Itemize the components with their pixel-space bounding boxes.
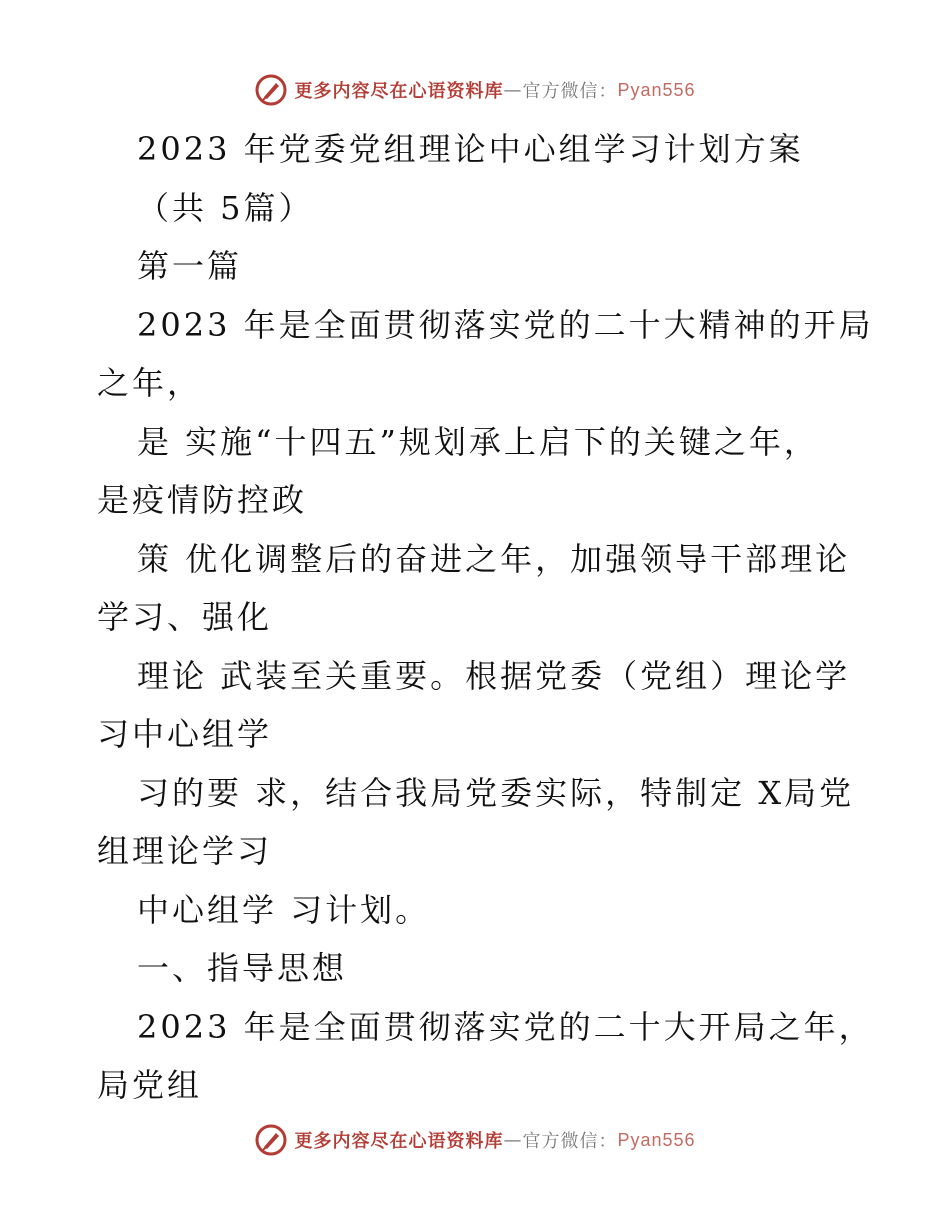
watermark-wechat-id: Pyan556 <box>617 79 696 100</box>
paragraph-line: 是 实施“十四五”规划承上启下的关键之年， <box>137 422 819 461</box>
pen-nib-logo-icon <box>254 1123 288 1157</box>
paragraph-line: 2023 年是全面贯彻落实党的二十大开局之年， <box>137 1007 874 1046</box>
paragraph-line: 局党组 <box>97 1066 203 1104</box>
pen-nib-logo-icon <box>254 73 288 107</box>
watermark-dash: — <box>503 79 523 101</box>
footer-watermark <box>0 1120 950 1160</box>
paragraph-line: 中心组学 习计划。 <box>137 890 431 929</box>
paragraph-line: 策 优化调整后的奋进之年，加强领导干部理论 <box>137 539 851 578</box>
paragraph-line: 2023 年是全面贯彻落实党的二十大精神的开局 <box>137 305 874 344</box>
watermark-label: 官方微信： <box>522 81 618 102</box>
paragraph-line: 理论 武装至关重要。根据党委（党组）理论学 <box>137 656 851 695</box>
paragraph-line: 习中心组学 <box>97 715 273 753</box>
document-body <box>97 120 874 1115</box>
paragraph-line: 组理论学习 <box>97 832 273 870</box>
document-subtitle: （共 5篇） <box>137 188 314 227</box>
section-heading: 第一篇 <box>137 247 243 285</box>
watermark-text: 更多内容尽在心语资料库 <box>294 81 504 102</box>
document-title: 2023 年党委党组理论中心组学习计划方案 <box>137 130 804 168</box>
header-watermark <box>0 70 950 110</box>
watermark-text: 更多内容尽在心语资料库 <box>294 1131 504 1152</box>
watermark-dash: — <box>503 1129 523 1151</box>
watermark-wechat-id: Pyan556 <box>617 1129 696 1150</box>
section-heading: 一、指导思想 <box>137 949 348 987</box>
paragraph-line: 习的要 求，结合我局党委实际，特制定 X局党 <box>137 773 855 812</box>
paragraph-line: 是疫情防控政 <box>97 481 308 519</box>
watermark-label: 官方微信： <box>522 1131 618 1152</box>
paragraph-line: 学习、强化 <box>97 598 273 636</box>
paragraph-line: 之年， <box>97 364 203 402</box>
